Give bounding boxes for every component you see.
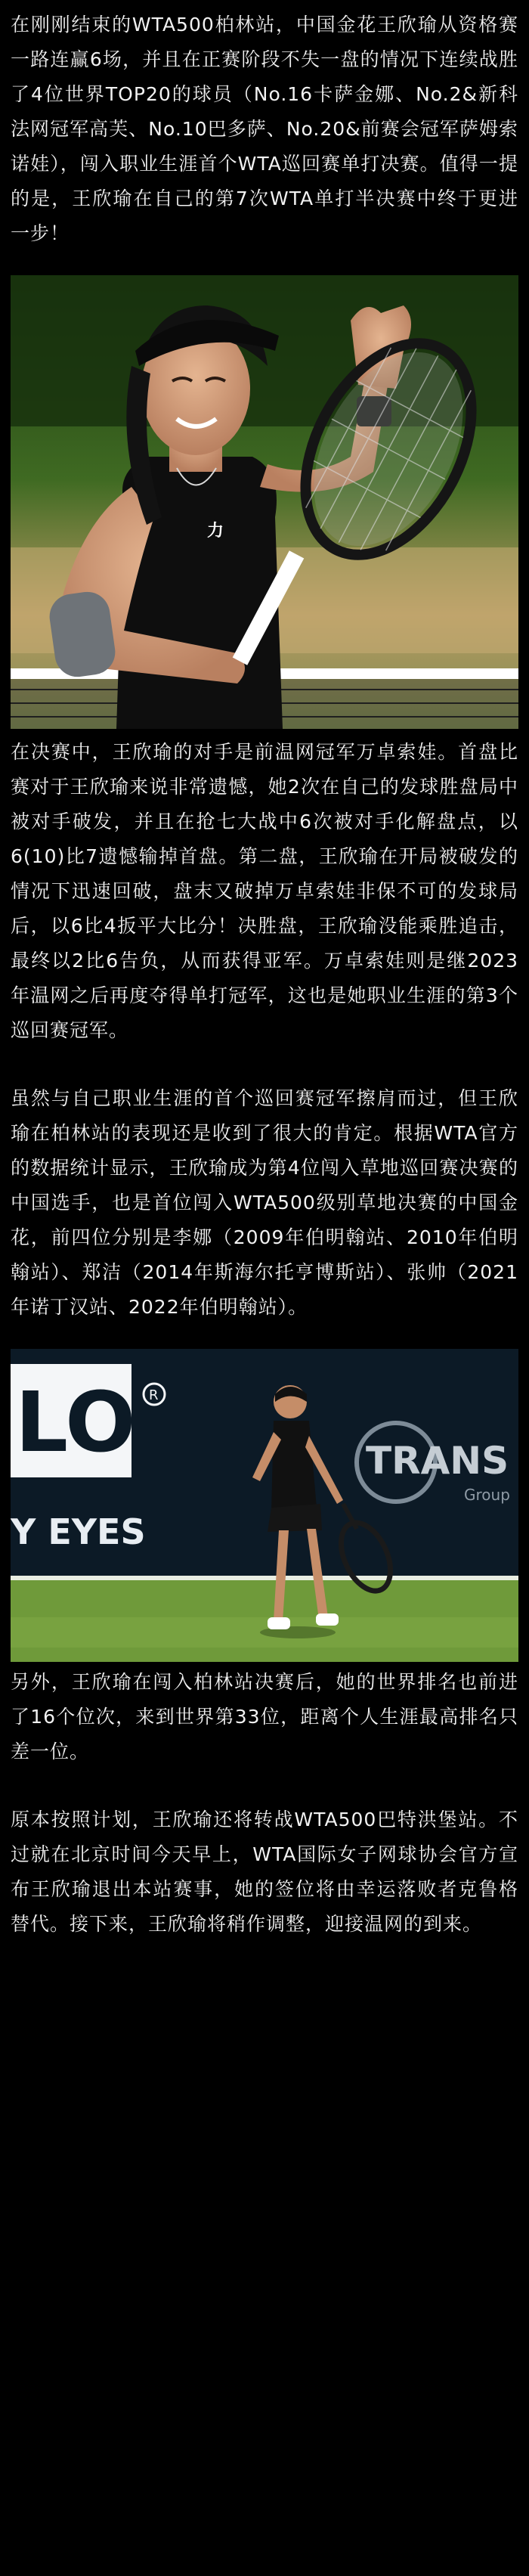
sponsor-logo-right: TRANS [366, 1439, 509, 1483]
sponsor-slogan-left: Y EYES [11, 1511, 146, 1552]
sponsor-logo-left: LO [15, 1374, 136, 1471]
sponsor-logo-right-sub: Group [464, 1486, 510, 1504]
paragraph-ranking: 另外，王欣瑜在闯入柏林站决赛后，她的世界排名也前进了16个位次，来到世界第33位，距离个人生涯最高排名只差一位。 [11, 1671, 518, 1762]
paragraph-recognition: 虽然与自己职业生涯的首个巡回赛冠军擦肩而过，但王欣瑜在柏林站的表现还是收到了很大的肯定。根据WTA官方的数据统计显示，王欣瑜成为第4位闯入草地巡回赛决赛的中国选手，也是首位闯入WTA500级别草地决赛的中国金花，前四位分别是李娜（2009年伯明翰站、2010年伯明翰站）、郑洁（2014年斯海尔托亨博斯站）、张帅（2021年诺丁汉站、2022年伯明翰站）。 [11, 1087, 518, 1318]
svg-text:力: 力 [207, 522, 224, 541]
svg-text:R: R [149, 1387, 159, 1403]
photo-player-action [11, 1349, 518, 1662]
photo-player-waving-image [11, 275, 518, 729]
paragraph-final-match: 在决赛中，王欣瑜的对手是前温网冠军万卓索娃。首盘比赛对于王欣瑜来说非常遗憾，她2次在自己的发球胜盘局中被对手破发，并且在抢七大战中6次被对手化解盘点，以6(10)比7遗憾输掉首盘。第二盘，王欣瑜在开局被破发的情况下迅速回破，盘末又破掉万卓索娃非保不可的发球局后，以6比4扳平大比分！决胜盘，王欣瑜没能乘胜追击，最终以2比6告负，从而获得亚军。万卓索娃则是继2023年温网之后再度夺得单打冠军，这也是她职业生涯的第3个巡回赛冠军。 [11, 741, 518, 1041]
paragraph-intro: 在刚刚结束的WTA500柏林站，中国金花王欣瑜从资格赛一路连赢6场，并且在正赛阶段不失一盘的情况下连续战胜了4位世界TOP20的球员（No.16卡萨金娜、No.2&新科法网冠军高芙、No.10巴多萨、No.20&前赛会冠军萨姆索诺娃），闯入职业生涯首个WTA巡回赛单打决赛。值得一提的是，王欣瑜在自己的第7次WTA单打半决赛中终于更进一步！ [11, 14, 518, 244]
paragraph-withdrawal: 原本按照计划，王欣瑜还将转战WTA500巴特洪堡站。不过就在北京时间今天早上，WTA国际女子网球协会官方宣布王欣瑜退出本站赛事，她的签位将由幸运落败者克鲁格替代。接下来，王欣瑜将稍作调整，迎接温网的到来。 [11, 1809, 518, 1935]
photo-player-action-image [11, 1349, 518, 1662]
photo-player-waving [11, 275, 518, 729]
article-body [0, 8, 529, 1942]
